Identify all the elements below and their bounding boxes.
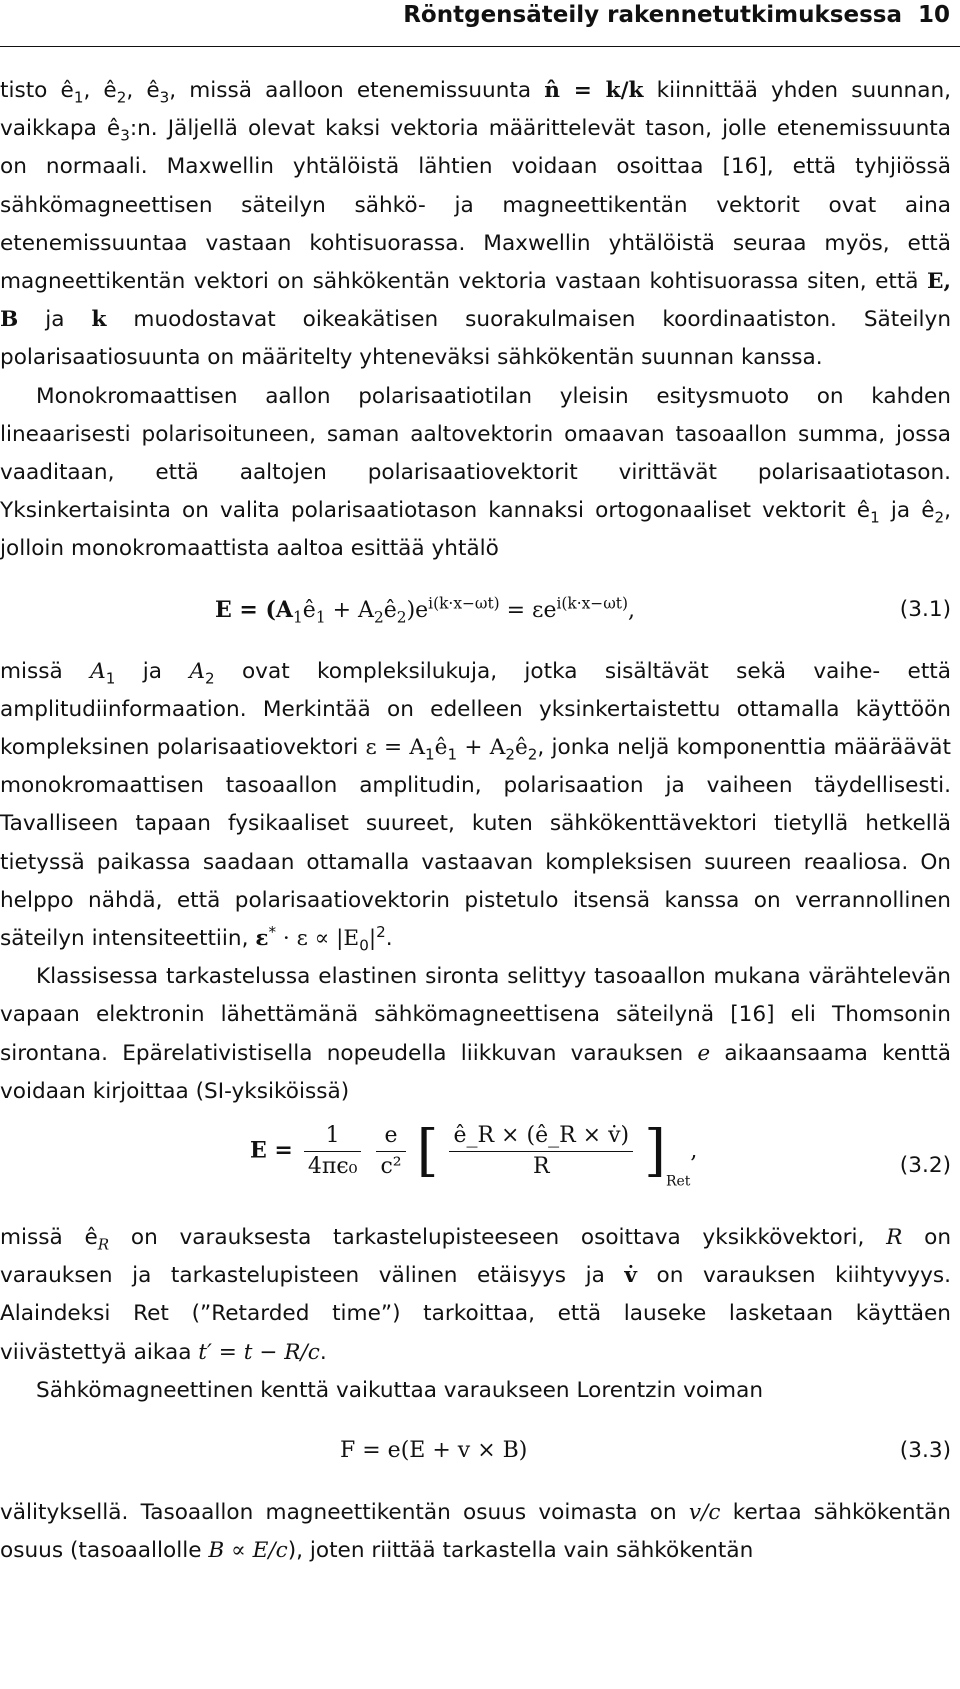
equation-3-3 — [0, 1424, 951, 1486]
fraction-3: $\frac{ê\_R \times (ê\_R \times v̇)}{R}$ — [449, 1121, 633, 1182]
header-text — [403, 2, 950, 28]
equation-number-3-1: (3.1) — [899, 596, 951, 622]
paragraph-4: Klassisessa tarkastelussa elastinen sironta selittyy tasoaallon mukana värähtelevän vapaan elektronin lähettämänä sähkömagneettisena säteilynä [16] eli Thomsonin sirontana. Epärelativistisella nopeudella liikkuvan varauksen e aikaansaama kenttä voidaan kirjoittaa (SI-yksiköissä) — [0, 964, 951, 1104]
fraction-2: $\frac{e}{\text{c²}}$ — [376, 1121, 405, 1182]
paragraph-6: Sähkömagneettinen kenttä vaikuttaa varaukseen Lorentzin voiman — [36, 1377, 764, 1403]
equation-number-3-2: (3.2) — [899, 1153, 951, 1179]
equation-3-2-body: E = $\frac{1}{\text{4πϵ₀}}$ $\frac{e}{\text{c²}}$ [ $\frac{ê\_R \times (ê\_R \times v̇)}{R}$ ]$_{Ret}$, — [250, 1118, 698, 1190]
fraction-1: $\frac{1}{\text{4πϵ₀}}$ — [304, 1121, 362, 1182]
equation-3-3-body: F = e(E + v × B) — [340, 1438, 528, 1464]
paragraph-7: välityksellä. Tasoaallon magneettikentän osuus voimasta on v/c kertaa sähkökentän osuus (tasoaallolle B ∝ E/c), joten riittää tarkastella vain sähkökentän — [0, 1500, 951, 1564]
running-header — [0, 0, 960, 47]
body-text — [0, 72, 951, 1571]
header-title: Röntgensäteily rakennetutkimuksessa — [403, 2, 902, 28]
paragraph-5: missä $ê_R$ on varauksesta tarkastelupisteeseen osoittava yksikkövektori, R on varauksen ja tarkastelupisteen välinen etäisyys ja v̇ on varauksen kiihtyvyys. Alaindeksi Ret (”Retarded time”) tarkoittaa, että lauseke lasketaan käyttäen viivästettyä aikaa t′ = t − R/c. — [0, 1225, 952, 1365]
equation-3-1 — [0, 583, 951, 645]
paragraph-1: tisto $ê_1$, $ê_2$, $ê_3$, missä aalloon etenemissuunta n̂ = k/k kiinnittää yhden suunnan, vaikkapa $ê_3:n$. Jäljellä olevat kaksi vektoria määrittelevät tason, jolle etenemissuunta on normaali. Maxwellin yhtälöistä lähtien voidaan osoittaa [16], että tyhjiössä sähkömagneettisen säteilyn sähkö- ja magneettikentän vektorit ovat aina etenemissuuntaa vastaan kohtisuorassa. Maxwellin yhtälöistä seuraa myös, että magneettikentän vektori on sähkökentän vektoria vastaan kohtisuorassa siten, että E, B ja k muodostavat oikeakätisen suorakulmaisen koordinaatiston. Säteilyn polarisaatiosuunta on määritelty yhteneväksi sähkökentän suunnan kanssa. — [0, 78, 952, 371]
paragraph-2: Monokromaattisen aallon polarisaatiotilan yleisin esitysmuoto on kahden lineaarisesti polarisoituneen, saman aaltovektorin omaavan tasoaallon summa, jossa vaaditaan, että aaltojen polarisaatiovektorit virittävät polarisaatiotason. Yksinkertaisinta on valita polarisaatiotason kannaksi ortogonaaliset vektorit $ê_1$ ja $ê_2$, jolloin monokromaattista aaltoa esittää yhtälö — [0, 383, 951, 562]
equation-3-1-body: $E = (A_1ê_1$ + $A_2ê_2)e^{i(k\cdot x-\omega t)} = \varepsilon e^{i(k\cdot x-\omega t)}$, — [215, 594, 635, 627]
equation-number-3-3: (3.3) — [899, 1438, 951, 1464]
equation-3-2 — [0, 1117, 951, 1209]
paragraph-3: missä $A_1$ ja $A_2$ ovat kompleksilukuja, jotka sisältävät sekä vaihe- että amplitudiinformaation. Merkintää on edelleen yksinkertaistettu ottamalla käyttöön kompleksinen polarisaatiovektori $\varepsilon = A_1ê_1$ + $A_2ê_2$, jonka neljä komponenttia määräävät monokromaattisen tasoaallon amplitudin, polarisaation ja vaiheen täydellisesti. Tavalliseen tapaan fysikaaliset suureet, kuten sähkökenttävektori tietyllä hetkellä tietyssä paikassa saadaan ottamalla vastaavan kompleksisen suureen reaaliosa. On helppo nähdä, että polarisaatiovektorin pistetulo itsensä kanssa on verrannollinen säteilyn intensiteettiin, $\varepsilon^* \cdot \varepsilon \propto |E_0|^2$. — [0, 658, 951, 955]
page-number: 10 — [917, 2, 950, 28]
